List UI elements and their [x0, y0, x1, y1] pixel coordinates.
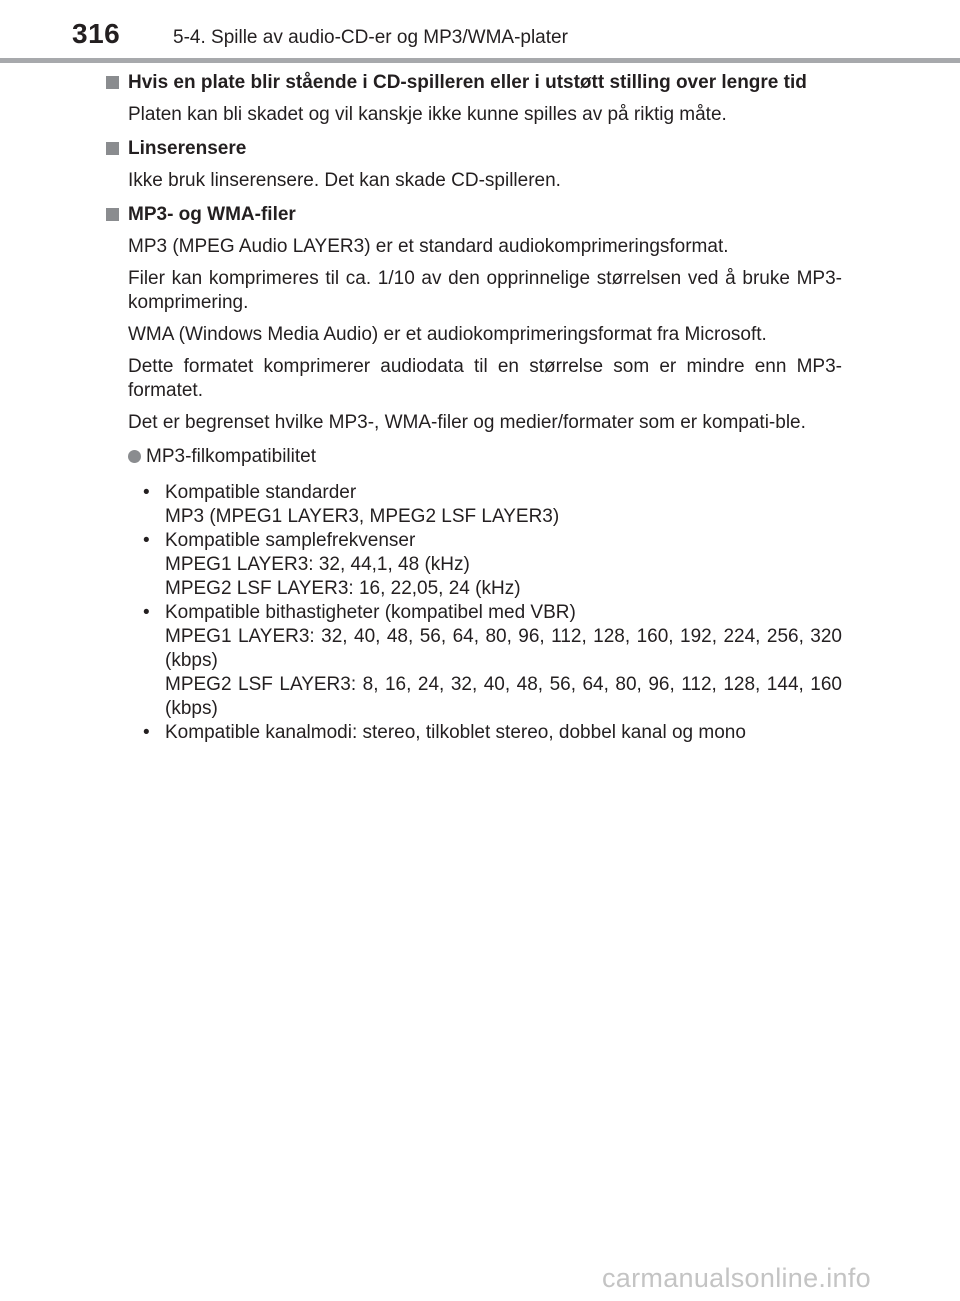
compatibility-list [128, 481, 842, 745]
list-item-line: Kompatible bithastigheter (kompatibel med VBR) [165, 602, 576, 623]
section-disc-left-in-player [106, 71, 842, 127]
square-bullet-icon [106, 208, 119, 221]
page-number: 316 [72, 18, 121, 49]
section-heading-text: MP3- og WMA-filer [128, 204, 296, 225]
list-item-line: MP3 (MPEG1 LAYER3, MPEG2 LSF LAYER3) [165, 506, 560, 527]
page-content [106, 71, 842, 745]
body-paragraph: WMA (Windows Media Audio) er et audiokomprimeringsformat fra Microsoft. [128, 324, 767, 345]
body-paragraph: Platen kan bli skadet og vil kanskje ikke kunne spilles av på riktig måte. [128, 104, 727, 125]
bullet-mark: • [143, 722, 150, 743]
chapter-title: 5-4. Spille av audio-CD-er og MP3/WMA-plater [173, 27, 568, 48]
list-item-line: Kompatible samplefrekvenser [165, 530, 416, 551]
list-item [128, 481, 842, 529]
page-header [0, 0, 960, 64]
list-item-line: MPEG1 LAYER3: 32, 40, 48, 56, 64, 80, 96, 112, 128, 160, 192, 224, 256, 320 (kbps) [165, 626, 842, 671]
section-heading [106, 203, 842, 227]
body-paragraph: Det er begrenset hvilke MP3-, WMA-filer og medier/formater som er kompati-ble. [128, 412, 806, 433]
section-heading-text: Hvis en plate blir stående i CD-spilleren eller i utstøtt stilling over lengre tid [128, 72, 807, 93]
section-heading [106, 71, 842, 95]
body-paragraph: MP3 (MPEG Audio LAYER3) er et standard audiokomprimeringsformat. [128, 236, 729, 257]
section-heading-text: Linserensere [128, 138, 247, 159]
square-bullet-icon [106, 142, 119, 155]
body-paragraph: Filer kan komprimeres til ca. 1/10 av den opprinnelige størrelsen ved å bruke MP3-komprimering. [128, 268, 842, 313]
section-mp3-wma-files [106, 203, 842, 745]
square-bullet-icon [106, 76, 119, 89]
sub-heading-text: MP3-filkompatibilitet [146, 446, 316, 467]
bullet-mark: • [143, 530, 150, 551]
bullet-mark: • [143, 482, 150, 503]
list-item-line: MPEG2 LSF LAYER3: 16, 22,05, 24 (kHz) [165, 578, 521, 599]
header-rule [0, 58, 960, 63]
section-lens-cleaners [106, 137, 842, 193]
list-item [128, 721, 842, 745]
list-item-line: MPEG1 LAYER3: 32, 44,1, 48 (kHz) [165, 554, 470, 575]
watermark: carmanualsonline.info [602, 1263, 871, 1293]
body-paragraph: Dette formatet komprimerer audiodata til en størrelse som er mindre enn MP3-formatet. [128, 356, 842, 401]
section-heading [106, 137, 842, 161]
sub-heading [128, 445, 842, 469]
circle-bullet-icon [128, 450, 141, 463]
list-item [128, 601, 842, 721]
list-item-line: Kompatible kanalmodi: stereo, tilkoblet stereo, dobbel kanal og mono [165, 722, 746, 743]
bullet-mark: • [143, 602, 150, 623]
list-item-line: MPEG2 LSF LAYER3: 8, 16, 24, 32, 40, 48, 56, 64, 80, 96, 112, 128, 144, 160 (kbps) [165, 674, 842, 719]
list-item [128, 529, 842, 601]
body-paragraph: Ikke bruk linserensere. Det kan skade CD-spilleren. [128, 170, 561, 191]
list-item-line: Kompatible standarder [165, 482, 357, 503]
